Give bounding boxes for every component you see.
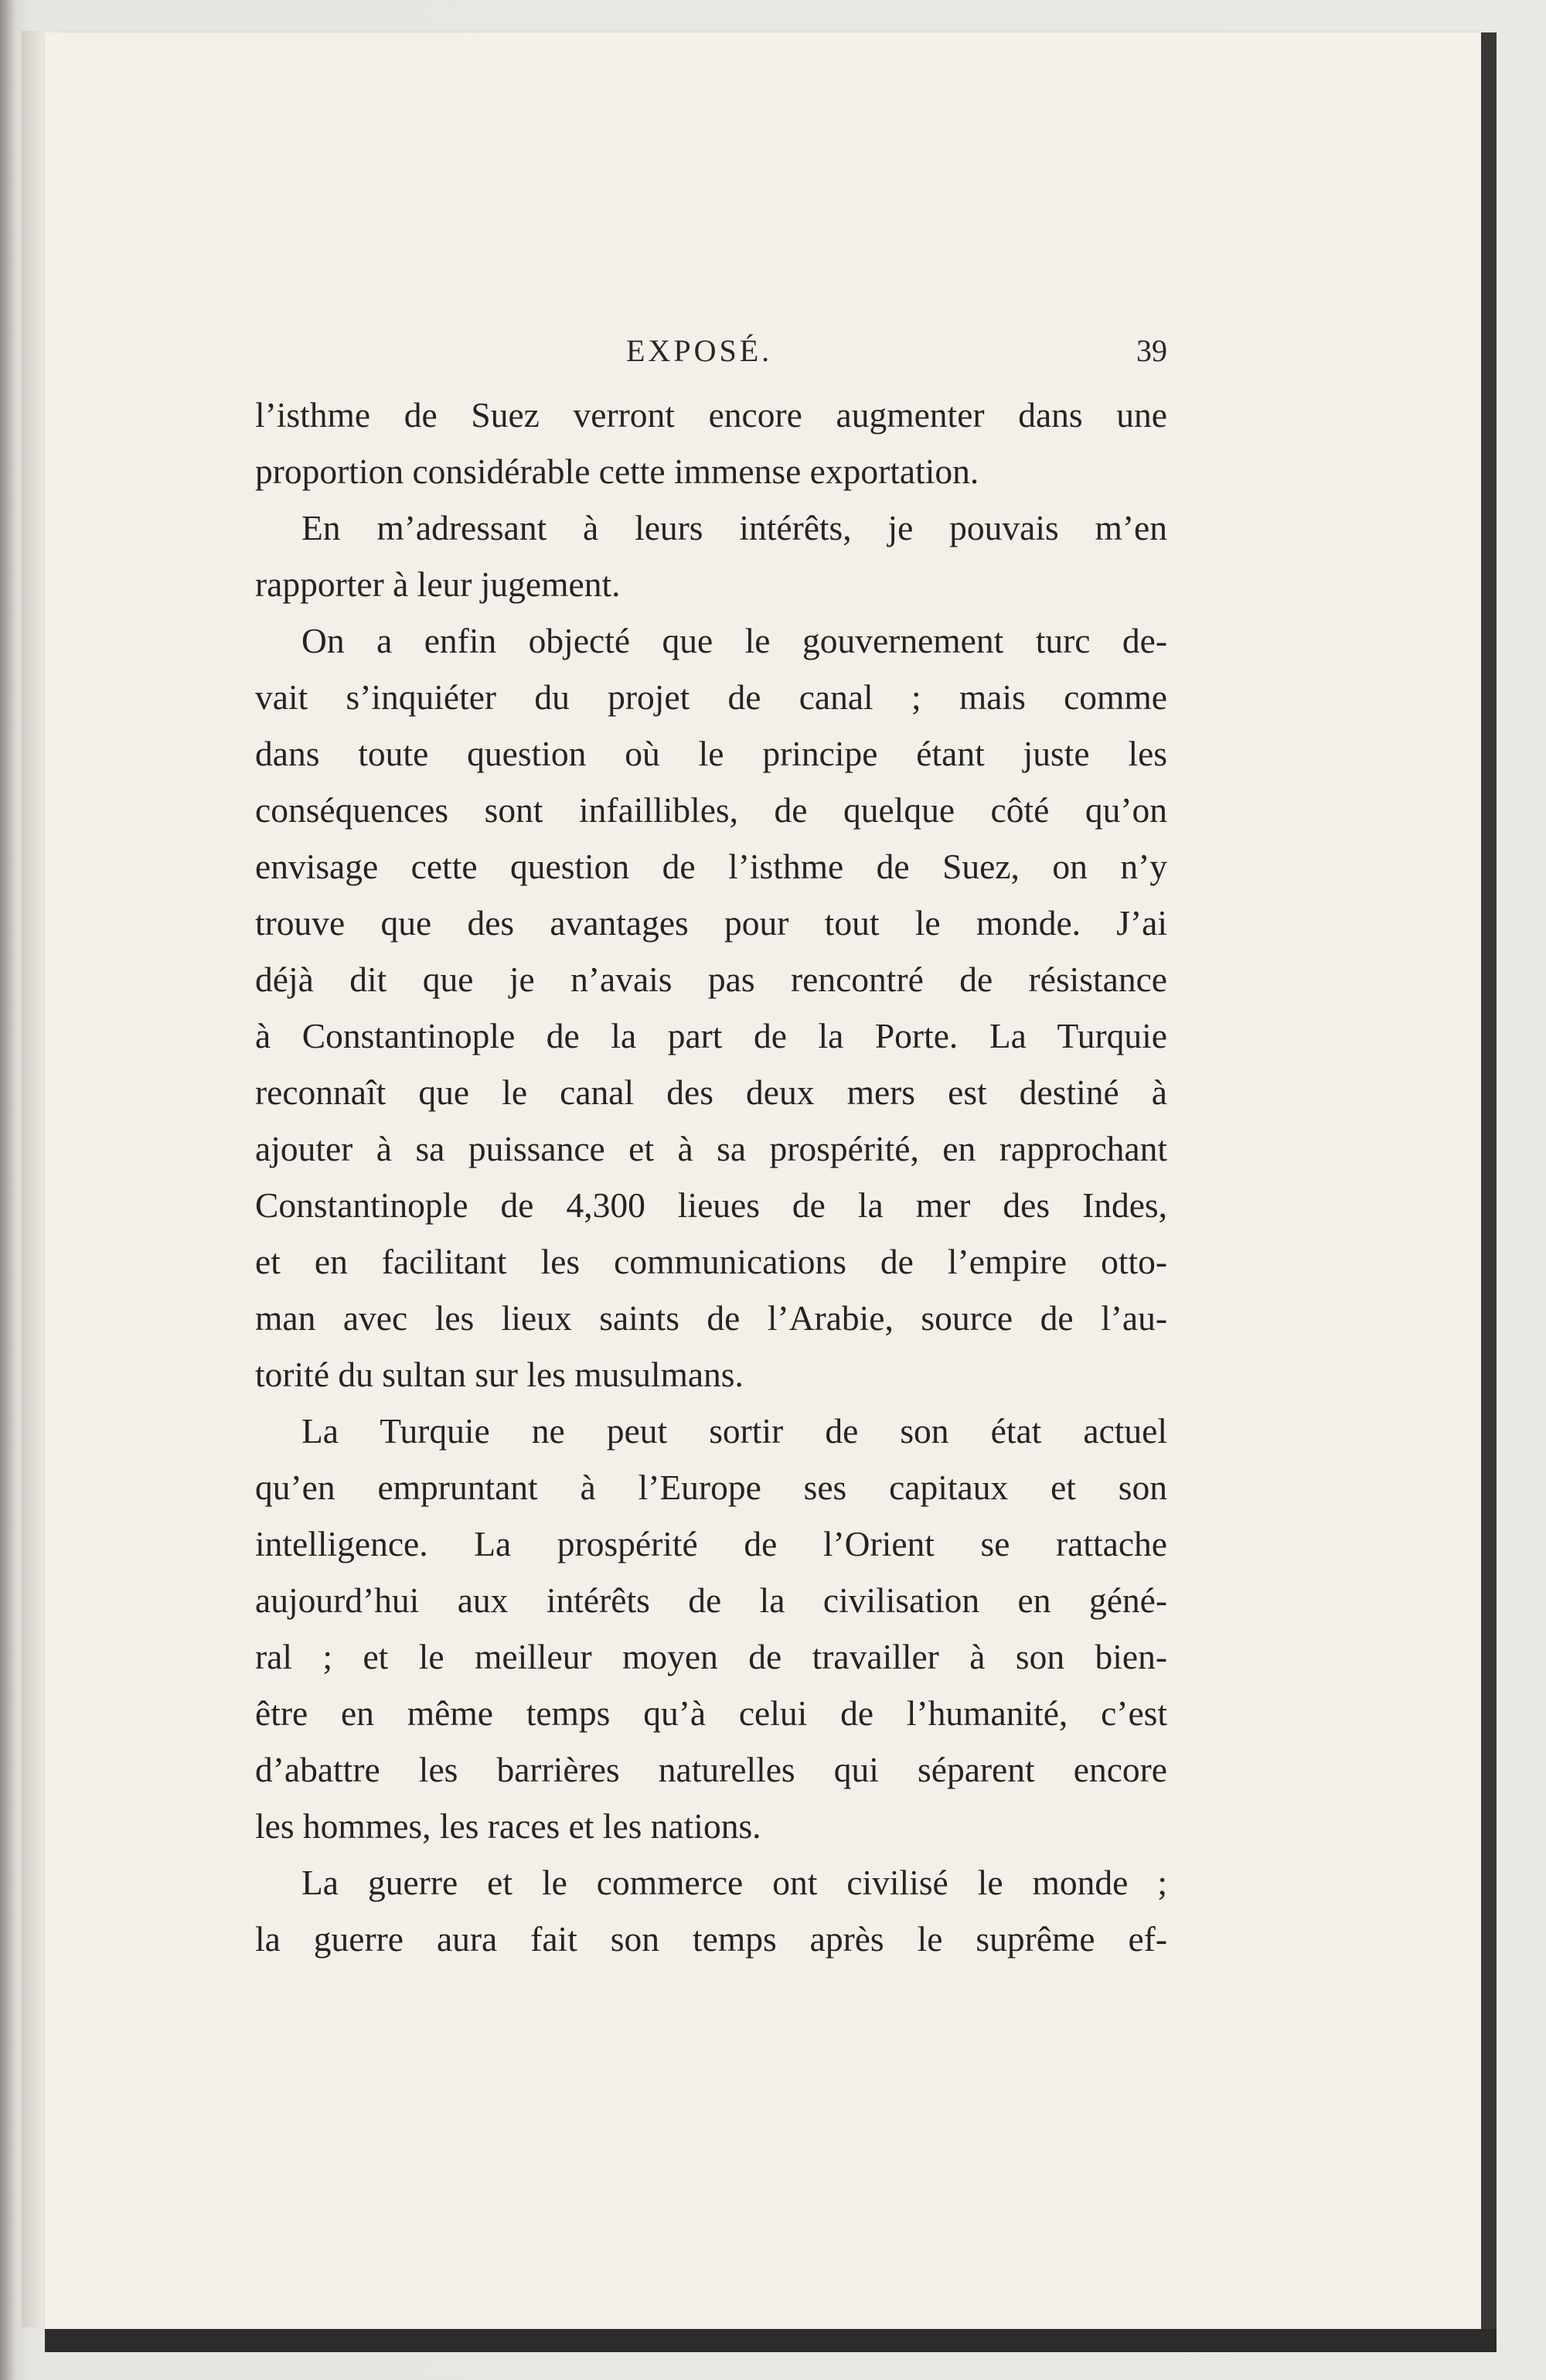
text-line: la guerre aura fait son temps après le suprême ef- xyxy=(255,1919,1167,1959)
text-line: ajouter à sa puissance et à sa prospérité, en rapprochant xyxy=(255,1129,1167,1168)
text-line: En m’adressant à leurs intérêts, je pouvais m’en xyxy=(301,508,1167,547)
paragraph xyxy=(255,500,1167,612)
text-line: qu’en empruntant à l’Europe ses capitaux et son xyxy=(255,1468,1167,1507)
text-line: vait s’inquiéter du projet de canal ; mais comme xyxy=(255,677,1167,717)
text-line: intelligence. La prospérité de l’Orient se rattache xyxy=(255,1524,1167,1563)
text-line: proportion considérable cette immense exportation. xyxy=(255,452,979,491)
text-line: être en même temps qu’à celui de l’humanité, c’est xyxy=(255,1693,1167,1733)
text-line: l’isthme de Suez verront encore augmenter dans une xyxy=(255,395,1167,435)
text-line: déjà dit que je n’avais pas rencontré de résistance xyxy=(255,960,1167,999)
page-right-shadow xyxy=(1481,32,1497,2329)
text-line: ral ; et le meilleur moyen de travailler à son bien- xyxy=(255,1637,1167,1676)
text-line: les hommes, les races et les nations. xyxy=(255,1806,761,1846)
text-line: On a enfin objecté que le gouvernement turc de- xyxy=(301,621,1167,660)
text-line: reconnaît que le canal des deux mers est destiné à xyxy=(255,1072,1167,1112)
text-line: man avec les lieux saints de l’Arabie, source de l’au- xyxy=(255,1298,1167,1338)
text-line: La Turquie ne peut sortir de son état actuel xyxy=(301,1411,1167,1451)
paragraph xyxy=(255,1403,1167,1854)
paragraph xyxy=(255,1854,1167,1967)
text-line: aujourd’hui aux intérêts de la civilisation en géné- xyxy=(255,1580,1167,1620)
text-line: à Constantinople de la part de la Porte. La Turquie xyxy=(255,1016,1167,1055)
paragraph xyxy=(255,612,1167,1403)
page-bottom-shadow xyxy=(45,2329,1497,2352)
text-line: envisage cette question de l’isthme de Suez, on n’y xyxy=(255,847,1167,886)
body-text xyxy=(255,387,1167,1967)
page-number: 39 xyxy=(1136,333,1167,368)
page-header xyxy=(255,332,1167,379)
text-line: et en facilitant les communications de l’empire otto- xyxy=(255,1242,1167,1281)
running-title: EXPOSÉ. xyxy=(626,333,773,368)
text-line: La guerre et le commerce ont civilisé le monde ; xyxy=(301,1863,1167,1902)
text-line: d’abattre les barrières naturelles qui séparent encore xyxy=(255,1750,1167,1789)
text-line: Constantinople de 4,300 lieues de la mer des Indes, xyxy=(255,1185,1167,1225)
text-line: trouve que des avantages pour tout le monde. J’ai xyxy=(255,903,1167,943)
paragraph xyxy=(255,387,1167,500)
text-line: rapporter à leur jugement. xyxy=(255,564,621,604)
text-line: conséquences sont infaillibles, de quelque côté qu’on xyxy=(255,790,1167,830)
text-line: torité du sultan sur les musulmans. xyxy=(255,1355,744,1394)
text-line: dans toute question où le principe étant juste les xyxy=(255,734,1167,773)
